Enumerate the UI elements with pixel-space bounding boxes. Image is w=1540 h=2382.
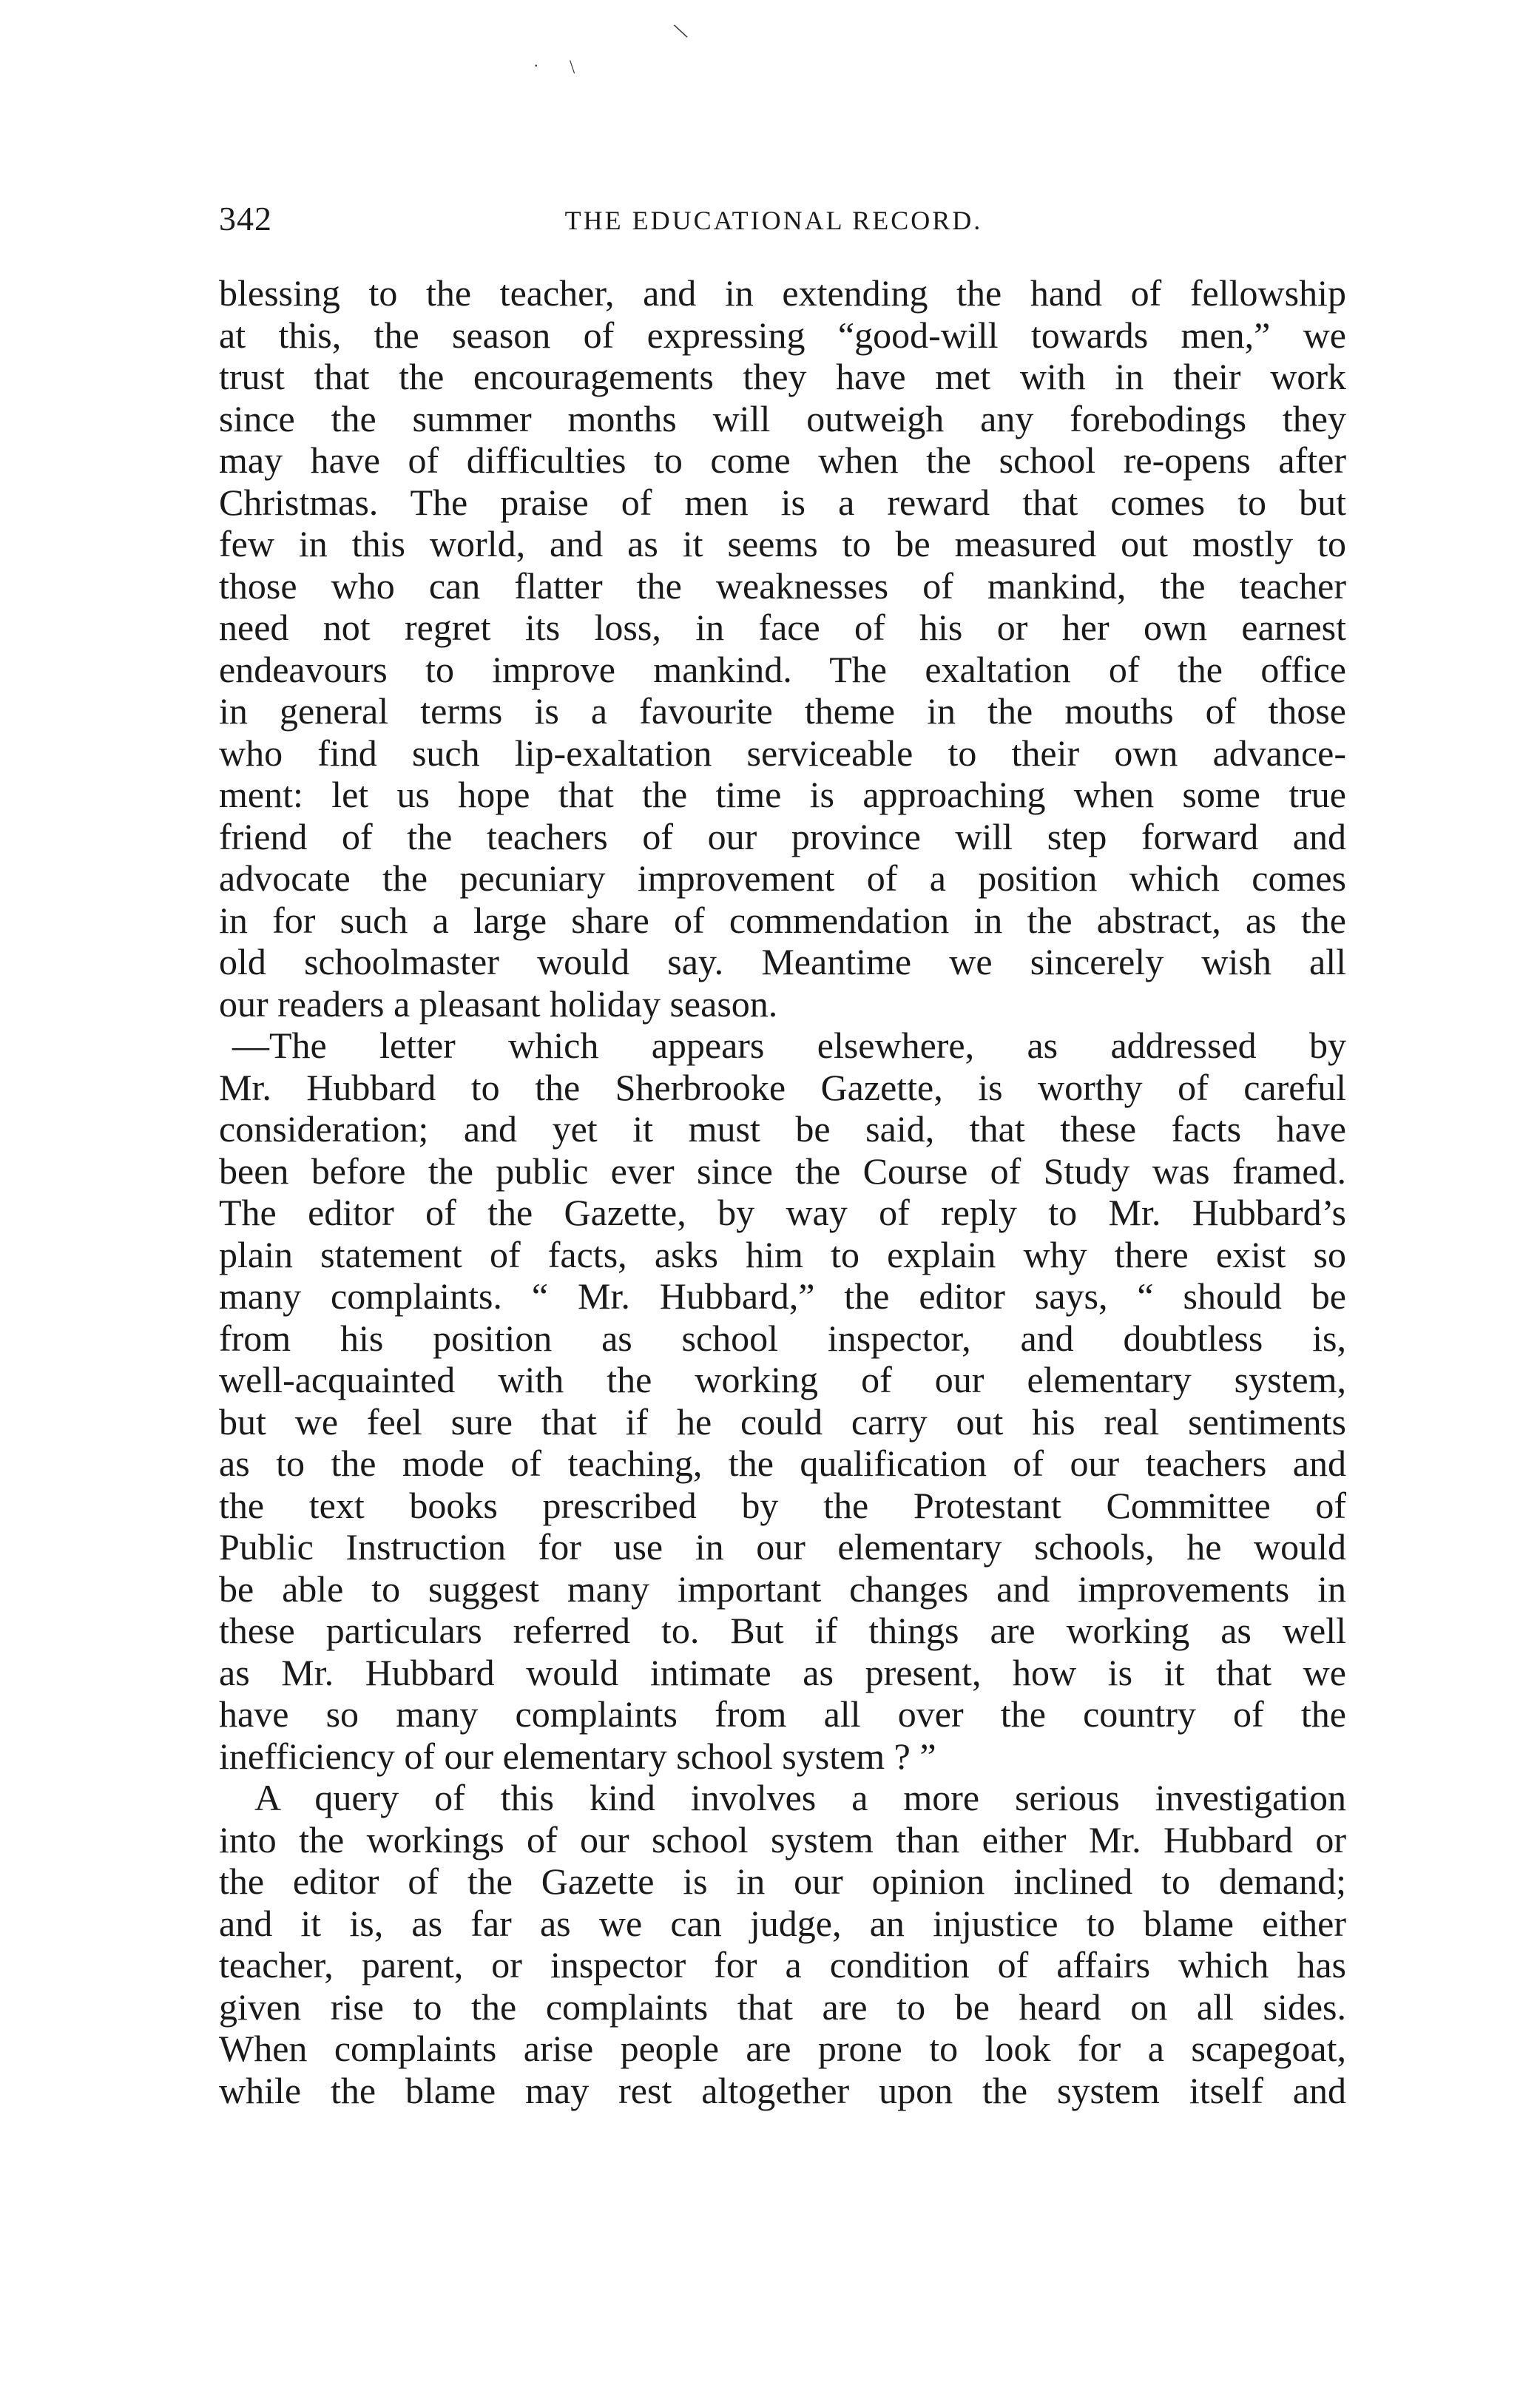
text-line: been before the public ever since the Course of Study was framed. [219, 1150, 1346, 1192]
text-line: plain statement of facts, asks him to explain why there exist so [219, 1233, 1346, 1275]
text-line: endeavours to improve mankind. The exaltation of the office [219, 648, 1346, 690]
stray-mark: . [534, 52, 538, 70]
page-header [219, 197, 1343, 241]
text-line: old schoolmaster would say. Meantime we sincerely wish all [219, 941, 1346, 982]
text-line: in general terms is a favourite theme in the mouths of those [219, 690, 1346, 732]
text-line: advocate the pecuniary improvement of a position which comes [219, 857, 1346, 899]
text-line: into the workings of our school system than either Mr. Hubbard or [219, 1818, 1346, 1860]
text-line: the text books prescribed by the Protestant Committee of [219, 1484, 1346, 1526]
text-line: may have of difficulties to come when the school re-opens after [219, 439, 1346, 481]
text-line: be able to suggest many important changes and improvements in [219, 1568, 1346, 1610]
stray-mark: \ [570, 56, 575, 78]
text-line: When complaints arise people are prone to look for a scapegoat, [219, 2028, 1346, 2069]
text-line: blessing to the teacher, and in extending the hand of fellowship [219, 272, 1346, 314]
text-line: Mr. Hubbard to the Sherbrooke Gazette, is worthy of careful [219, 1066, 1346, 1108]
text-line: given rise to the complaints that are to be heard on all sides. [219, 1985, 1346, 2028]
text-line: since the summer months will outweigh any forebodings they [219, 397, 1346, 439]
text-line: well-acquainted with the working of our elementary system, [219, 1359, 1346, 1400]
text-line: at this, the season of expressing “good-will towards men,” we [219, 314, 1346, 356]
text-line: Public Instruction for use in our elementary schools, he would [219, 1526, 1346, 1568]
text-line: few in this world, and as it seems to be measured out mostly to [219, 523, 1346, 564]
text-line: ment: let us hope that the time is approaching when some true [219, 774, 1346, 815]
text-line: our readers a pleasant holiday season. [219, 982, 778, 1025]
text-line: but we feel sure that if he could carry out his real sentiments [219, 1400, 1346, 1443]
text-line: teacher, parent, or inspector for a condition of affairs which has [219, 1944, 1346, 1985]
text-line: inefficiency of our elementary school system ? ” [219, 1735, 936, 1777]
text-line: these particulars referred to. But if things are working as well [219, 1610, 1346, 1651]
text-line: The editor of the Gazette, by way of reply to Mr. Hubbard’s [219, 1192, 1346, 1233]
text-line: A query of this kind involves a more serious investigation [254, 1777, 1346, 1818]
text-line: from his position as school inspector, and doubtless is, [219, 1317, 1346, 1359]
text-line: the editor of the Gazette is in our opinion inclined to demand; [219, 1860, 1346, 1902]
text-line: as to the mode of teaching, the qualification of our teachers and [219, 1443, 1346, 1484]
body-text [219, 272, 1346, 2111]
running-head: THE EDUCATIONAL RECORD. [564, 206, 983, 235]
page-number: 342 [219, 200, 272, 237]
text-line: as Mr. Hubbard would intimate as present, how is it that we [219, 1651, 1346, 1693]
text-line: those who can flatter the weaknesses of mankind, the teacher [219, 564, 1346, 607]
text-line: consideration; and yet it must be said, that these facts have [219, 1108, 1346, 1150]
text-line: and it is, as far as we can judge, an injustice to blame either [219, 1902, 1346, 1944]
text-line: in for such a large share of commendation in the abstract, as the [219, 899, 1346, 941]
text-line: who find such lip-exaltation serviceable to their own advance- [219, 732, 1346, 774]
text-line: need not regret its loss, in face of his or her own earnest [219, 607, 1346, 648]
text-line: have so many complaints from all over the country of the [219, 1693, 1346, 1735]
text-line: —The letter which appears elsewhere, as addressed by [232, 1025, 1346, 1066]
text-line: many complaints. “ Mr. Hubbard,” the editor says, “ should be [219, 1275, 1346, 1317]
text-line: Christmas. The praise of men is a reward that comes to but [219, 481, 1346, 523]
text-line: friend of the teachers of our province will step forward and [219, 815, 1346, 857]
text-line: trust that the encouragements they have met with in their work [219, 356, 1346, 397]
stray-mark: \ [671, 18, 691, 46]
text-line: while the blame may rest altogether upon the system itself and [219, 2069, 1346, 2111]
